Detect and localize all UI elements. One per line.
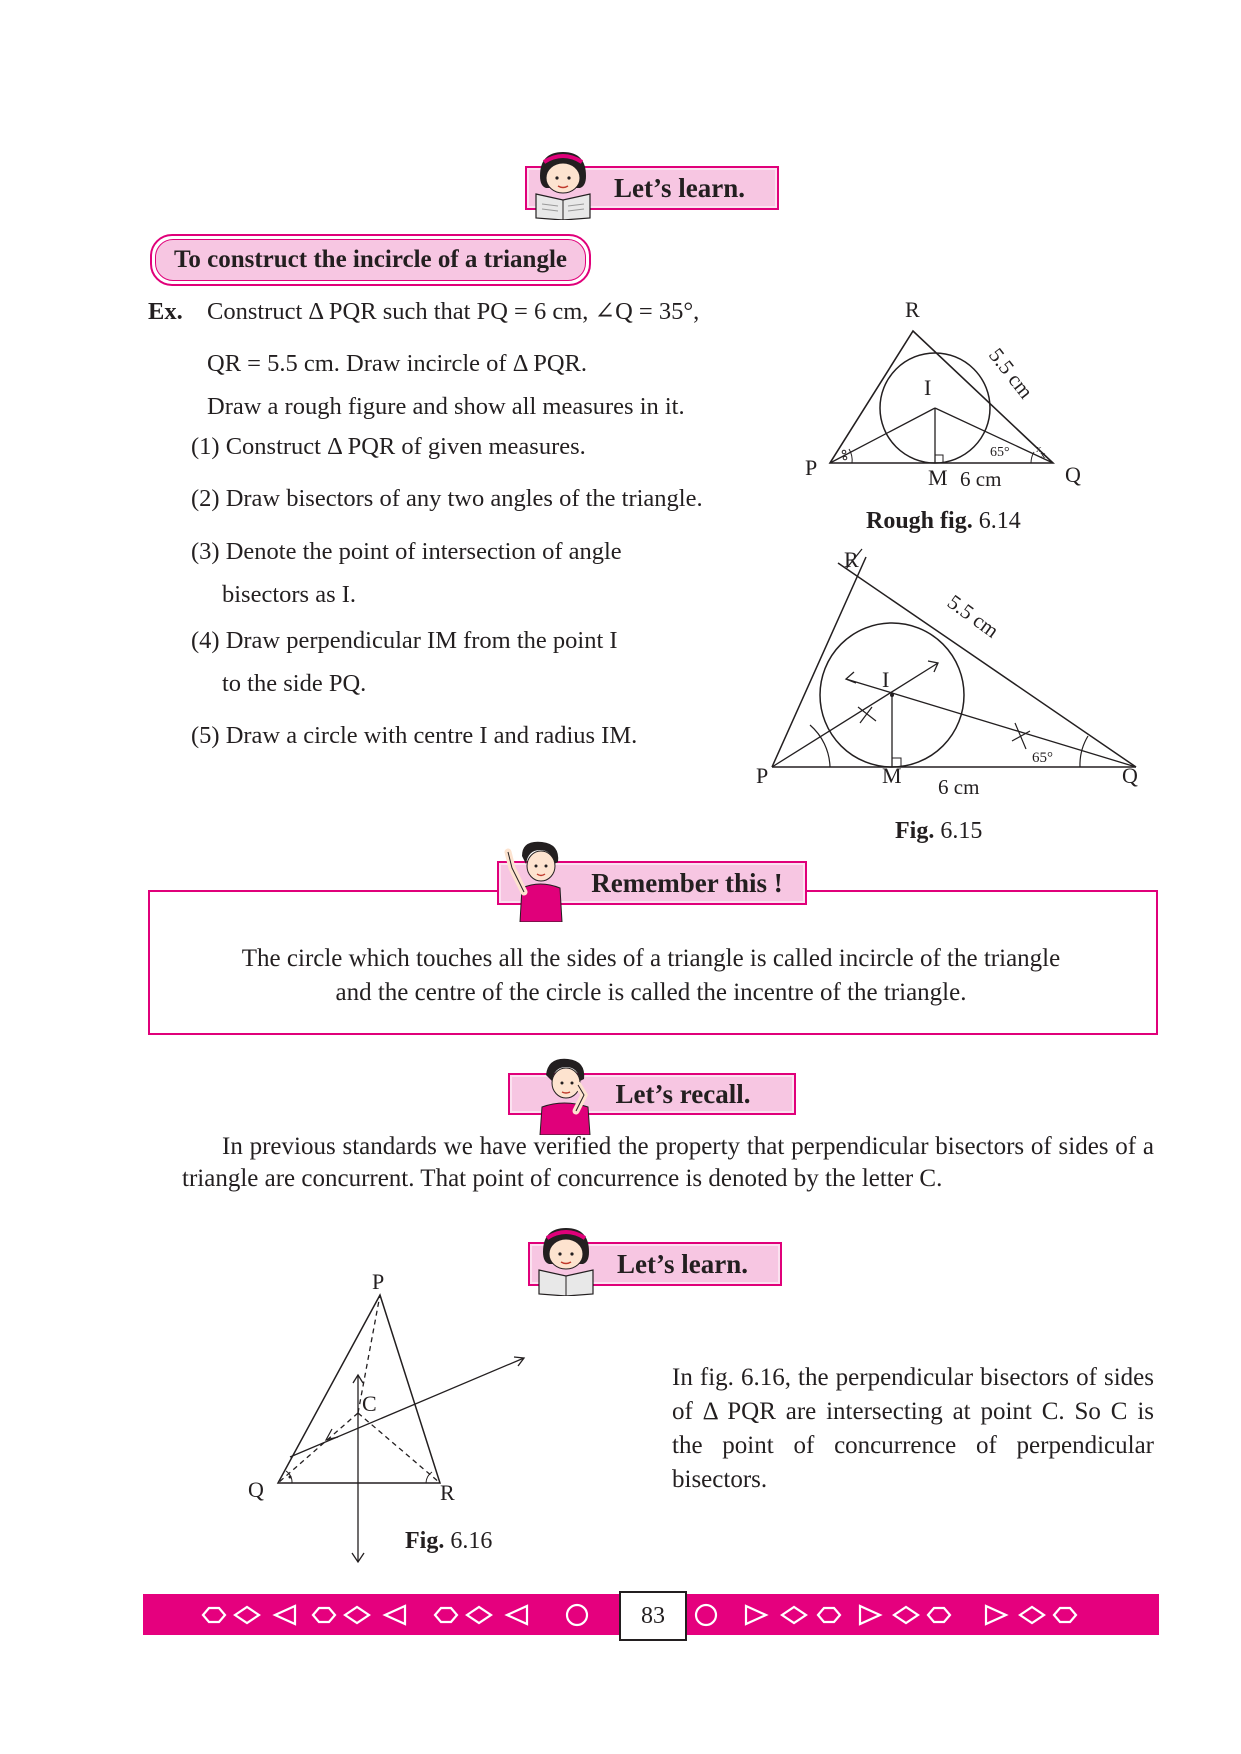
label-angle: 65° [990,445,1010,460]
label-r: R [905,297,920,322]
recall-paragraph: In previous standards we have verified the property that perpendicular bisectors of sides of a triangle are concurrent. That point of concurrence is denoted by the letter C. [182,1133,1154,1192]
figure-6-15 [750,545,1170,795]
label-side: 5.5 cm [984,343,1039,404]
lets-learn-label-2: Let’s learn. [617,1248,748,1279]
label-m: M [882,763,902,788]
boy-thinking-icon [532,1055,600,1135]
label-q: Q [1122,763,1138,788]
figure-6-16 [240,1265,540,1565]
caption-6-14: Rough fig. 6.14 [866,508,1021,534]
svg-text:x: x [1040,449,1046,461]
step-4b: to the side PQ. [222,670,367,697]
footer-shapes-right [690,1600,1110,1630]
step-2: (2) Draw bisectors of any two angles of the triangle. [191,485,703,512]
caption-6-15: Fig. 6.15 [895,818,983,844]
step-3b: bisectors as I. [222,581,357,608]
section-title: To construct the incircle of a triangle [155,239,586,281]
lets-recall-label: Let’s recall. [615,1078,751,1109]
label-angle: 65° [1032,750,1053,766]
label-i: I [882,667,890,692]
girl-reading-icon [528,148,598,220]
section-title-pill [150,234,591,286]
label-p: P [372,1269,385,1294]
label-q: Q [248,1477,264,1502]
label-m: M [928,465,948,490]
rough-figure-6-14 [800,295,1100,495]
step-3a: (3) Denote the point of intersection of angle [191,538,622,565]
example-label: Ex. [148,298,183,325]
remember-line-1: The circle which touches all the sides of a triangle is called incircle of the triangle [241,945,1061,972]
caption-6-16: Fig. 6.16 [405,1528,493,1554]
remember-line-2: and the centre of the circle is called the incentre of the triangle. [335,979,967,1006]
label-base: 6 cm [960,467,1002,491]
boy-pointing-icon [500,838,570,922]
label-r: R [440,1480,455,1505]
label-q: Q [1065,462,1081,487]
page-number: 83 [619,1591,687,1641]
svg-text:x: x [1036,443,1042,455]
step-4a: (4) Draw perpendicular IM from the point I [191,627,618,654]
girl-reading-icon [531,1224,601,1296]
step-1: (1) Construct Δ PQR of given measures. [191,433,586,460]
label-side: 5.5 cm [943,589,1004,643]
example-line-2: QR = 5.5 cm. Draw incircle of Δ PQR. [207,350,588,377]
label-r: R [844,547,859,572]
label-c: C [362,1391,377,1416]
label-base: 6 cm [938,775,980,795]
label-i: I [924,375,932,400]
learn2-paragraph: In fig. 6.16, the perpendicular bisectors of sides of Δ PQR are intersecting at point C. So C is the point of concurrence of perpendicular bisectors. [672,1364,1154,1493]
example-line-3: Draw a rough figure and show all measures in it. [207,393,685,420]
label-p: P [756,763,769,788]
example-line-1: Construct Δ PQR such that PQ = 6 cm, ∠Q = 35°, [207,298,700,325]
label-p: P [805,455,818,480]
remember-label: Remember this ! [591,867,783,898]
step-5: (5) Draw a circle with centre I and radius IM. [191,722,638,749]
bisector-p [830,408,935,463]
footer-shapes-left [195,1600,615,1630]
lets-learn-label: Let’s learn. [614,172,745,203]
